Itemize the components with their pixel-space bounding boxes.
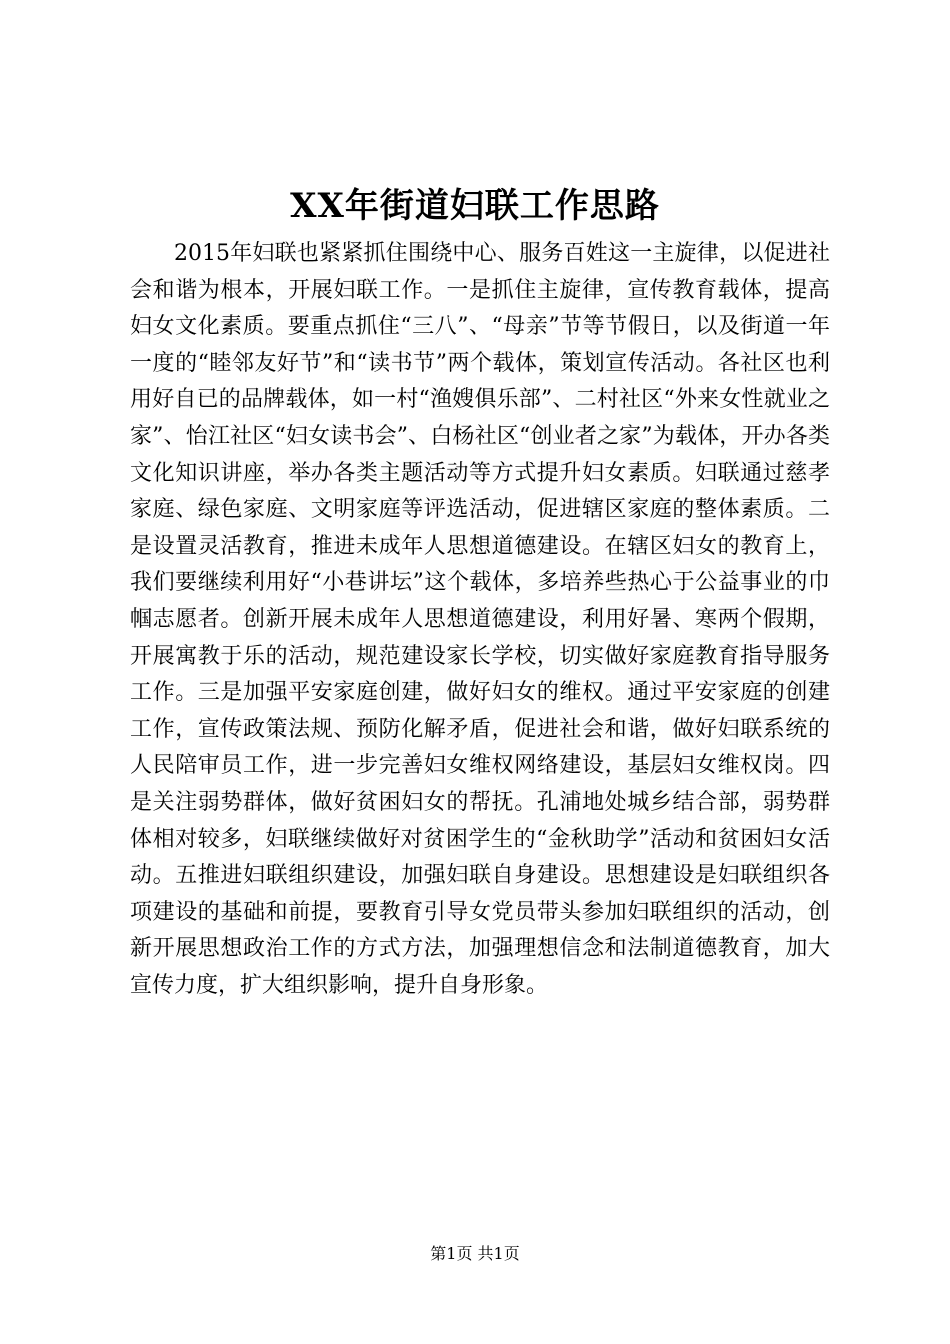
- document-title: XX年街道妇联工作思路: [290, 186, 660, 226]
- document-body-paragraph: 2015年妇联也紧紧抓住围绕中心、服务百姓这一主旋律，以促进社会和谐为根本，开展妇联工作。一是抓住主旋律，宣传教育载体，提高妇女文化素质。要重点抓住“三八”、“母亲”节等节假日，以及街道一年一度的“睦邻友好节”和“读书节”两个载体，策划宣传活动。各社区也利用好自已的品牌载体，如一村“渔嫂俱乐部”、二村社区“外来女性就业之家”、怡江社区“妇女读书会”、白杨社区“创业者之家”为载体，开办各类文化知识讲座，举办各类主题活动等方式提升妇女素质。妇联通过慈孝家庭、绿色家庭、文明家庭等评选活动，促进辖区家庭的整体素质。二是设置灵活教育，推进未成年人思想道德建设。在辖区妇女的教育上，我们要继续利用好“小巷讲坛”这个载体，多培养些热心于公益事业的巾帼志愿者。创新开展未成年人思想道德建设，利用好暑、寒两个假期，开展寓教于乐的活动，规范建设家长学校，切实做好家庭教育指导服务工作。三是加强平安家庭创建，做好妇女的维权。通过平安家庭的创建工作，宣传政策法规、预防化解矛盾，促进社会和谐，做好妇联系统的人民陪审员工作，进一步完善妇女维权网络建设，基层妇女维权岗。四是关注弱势群体，做好贫困妇女的帮抚。孔浦地处城乡结合部，弱势群体相对较多，妇联继续做好对贫困学生的“金秋助学”活动和贫困妇女活动。五推进妇联组织建设，加强妇联自身建设。思想建设是妇联组织各项建设的基础和前提，要教育引导女党员带头参加妇联组织的活动，创新开展思想政治工作的方式方法，加强理想信念和法制道德教育，加大宣传力度，扩大组织影响，提升自身形象。: [130, 241, 830, 998]
- page-number-footer: 第1页 共1页: [430, 1244, 520, 1263]
